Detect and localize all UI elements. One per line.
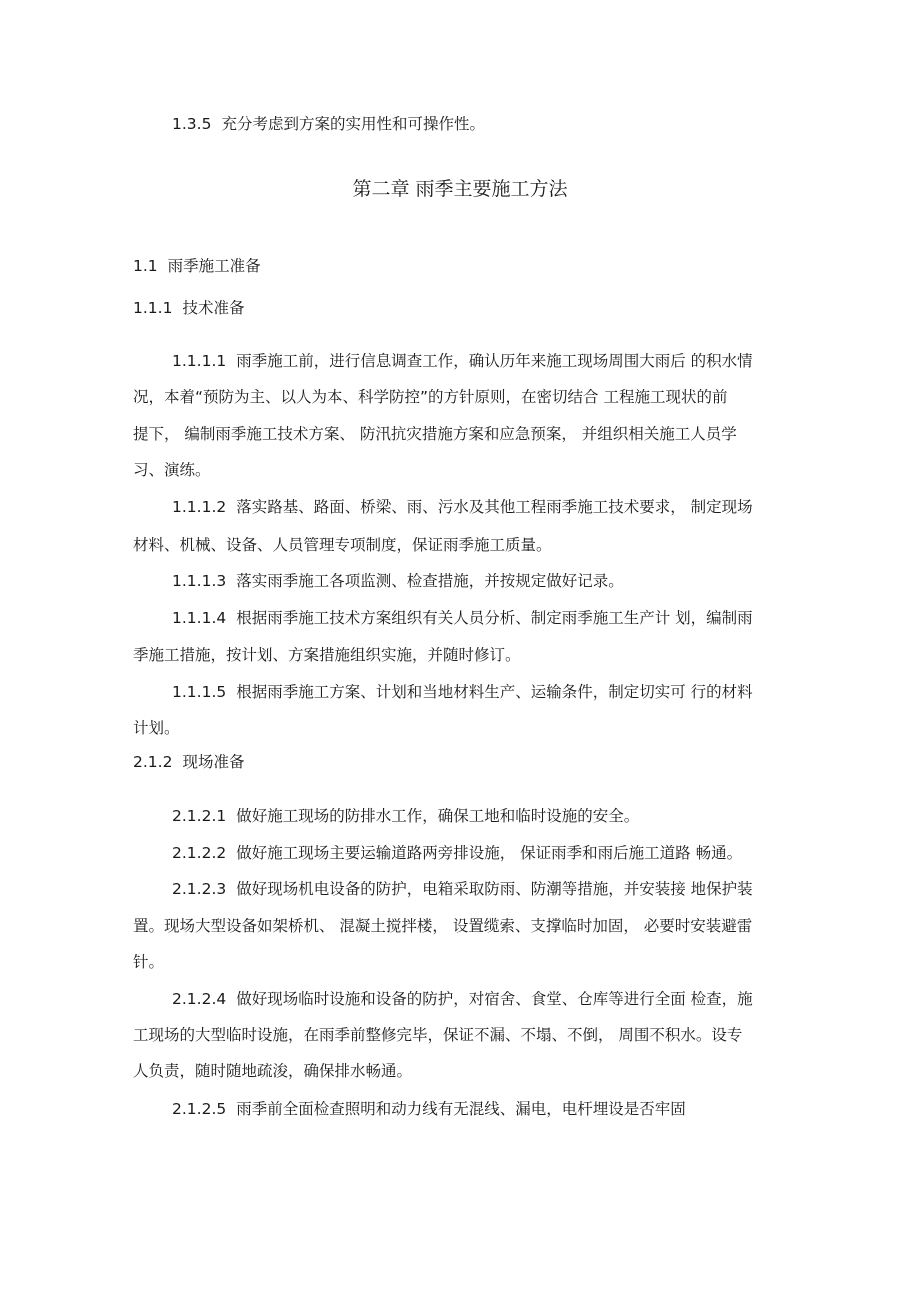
clause-1-1-1-2-line-1 [172,497,787,517]
clause-2-1-2-4-line-3: 人负责，随时随地疏浚，确保排水畅通。 [133,1062,413,1080]
clause-number: 1.1.1.3 [172,572,227,590]
clause-text: 充分考虑到方案的实用性和可操作性。 [221,115,485,133]
clause-text: 雨季前全面检查照明和动力线有无混线、漏电，电杆埋设是否牢固 [236,1100,686,1118]
clause-1-1-1-3-line-1 [172,571,787,591]
heading-text: 雨季施工准备 [167,257,261,275]
clause-number: 1.1.1.5 [172,683,227,701]
clause-number: 2.1.2.2 [172,844,227,862]
clause-1-1-1-1-line-2: 况，本着“预防为主、以人为本、科学防控”的方针原则，在密切结合 工程施工现状的前 [133,388,728,406]
clause-number: 1.1.1.1 [172,352,227,370]
clause-text: 落实雨季施工各项监测、检查措施，并按规定做好记录。 [236,572,624,590]
clause-2-1-2-3-line-3: 针。 [133,953,165,971]
clause-1-1-1-4-line-2: 季施工措施，按计划、方案措施组织实施，并随时修订。 [133,646,521,664]
clause-text: 落实路基、路面、桥梁、雨、污水及其他工程雨季施工技术要求， 制定现场 [236,498,753,516]
clause-text: 做好施工现场的防排水工作，确保工地和临时设施的安全。 [236,807,640,825]
clause-1-1-1-1-line-4: 习、演练。 [133,461,211,479]
clause-2-1-2-3-line-2: 置。现场大型设备如架桥机、 混凝土搅拌楼， 设置缆索、支撑临时加固， 必要时安装避雷 [133,917,753,935]
clause-number: 1.3.5 [172,115,212,133]
clause-1-1-1-4-line-1 [172,608,787,628]
heading-1-1-1 [133,298,787,318]
clause-2-1-2-4-line-1 [172,989,787,1009]
clause-text: 根据雨季施工技术方案组织有关人员分析、制定雨季施工生产计 划，编制雨 [236,609,753,627]
heading-1-1 [133,256,787,276]
heading-number: 1.1.1 [133,299,173,317]
clause-number: 1.1.1.4 [172,609,227,627]
clause-2-1-2-4-line-2: 工现场的大型临时设施，在雨季前整修完毕，保证不漏、不塌、不倒， 周围不积水。设专 [133,1026,743,1044]
heading-text: 技术准备 [182,299,245,317]
clause-1-1-1-5-line-1 [172,682,787,702]
heading-2-1-2 [133,752,787,772]
clause-number: 2.1.2.5 [172,1100,227,1118]
clause-1-3-5 [172,114,787,134]
heading-number: 1.1 [133,257,158,275]
clause-2-1-2-5-line-1 [172,1099,787,1119]
clause-text: 做好现场机电设备的防护，电箱采取防雨、防潮等措施，并安装接 地保护装 [236,880,753,898]
clause-text: 根据雨季施工方案、计划和当地材料生产、运输条件，制定切实可 行的材料 [236,683,753,701]
clause-number: 2.1.2.1 [172,807,227,825]
clause-2-1-2-3-line-1 [172,879,787,899]
chapter-title: 第二章 雨季主要施工方法 [352,178,568,200]
clause-1-1-1-1-line-1 [172,351,787,371]
clause-2-1-2-1-line-1 [172,806,787,826]
clause-number: 2.1.2.3 [172,880,227,898]
clause-number: 1.1.1.2 [172,498,227,516]
clause-2-1-2-2-line-1 [172,843,787,863]
clause-1-1-1-5-line-2: 计划。 [133,719,180,737]
clause-1-1-1-1-line-3: 提下， 编制雨季施工技术方案、 防汛抗灾措施方案和应急预案， 并组织相关施工人员学 [133,425,737,443]
clause-number: 2.1.2.4 [172,990,227,1008]
heading-number: 2.1.2 [133,753,173,771]
heading-text: 现场准备 [182,753,245,771]
clause-1-1-1-2-line-2: 材料、机械、设备、人员管理专项制度，保证雨季施工质量。 [133,536,552,554]
clause-text: 做好现场临时设施和设备的防护，对宿舍、食堂、仓库等进行全面 检查，施 [236,990,753,1008]
clause-text: 做好施工现场主要运输道路两旁排设施， 保证雨季和雨后施工道路 畅通。 [236,844,743,862]
clause-text: 雨季施工前，进行信息调查工作，确认历年来施工现场周围大雨后 的积水情 [236,352,753,370]
